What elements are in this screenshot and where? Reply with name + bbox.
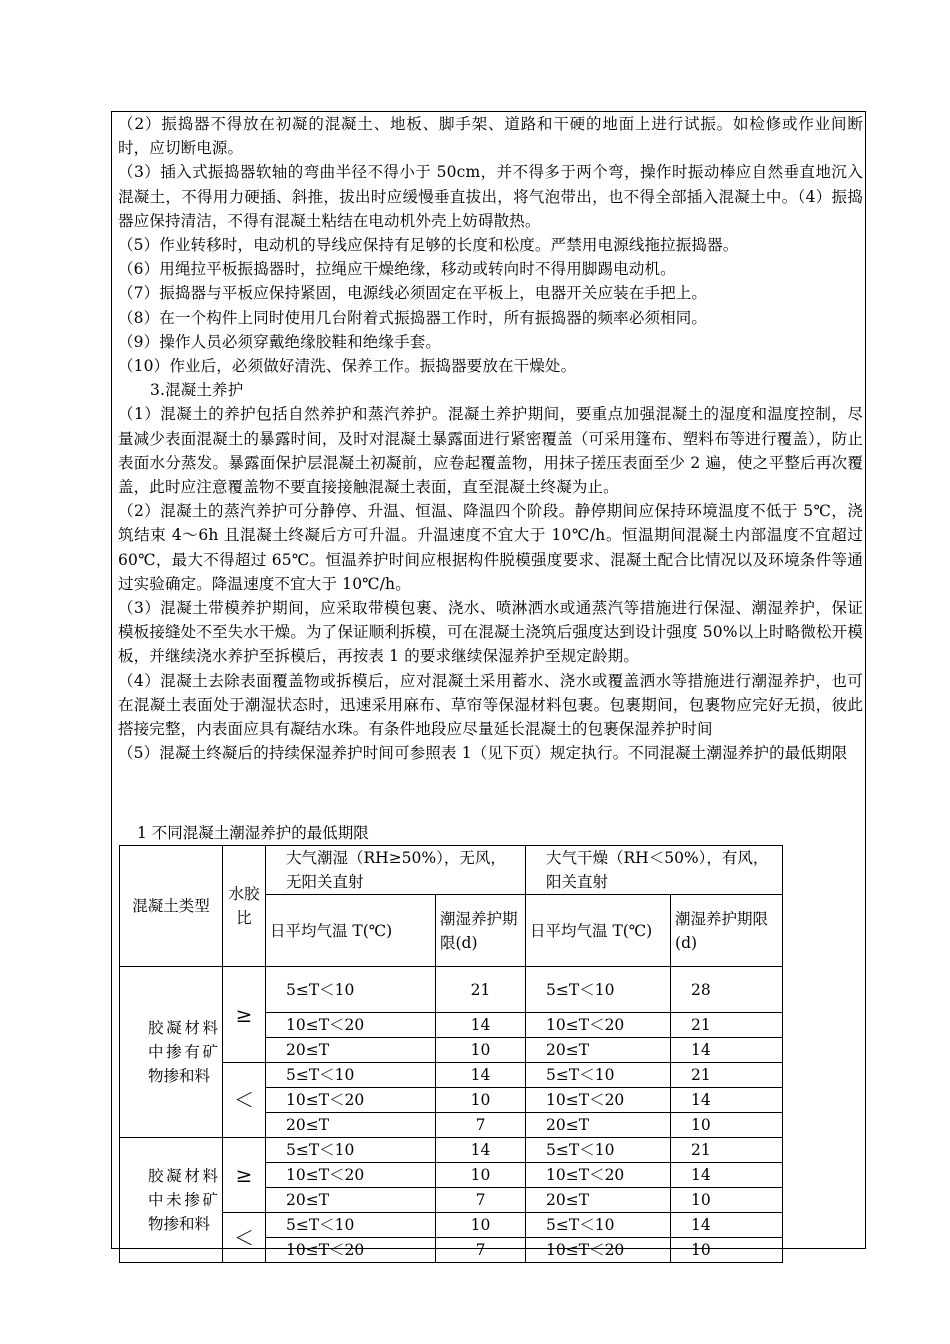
paragraph: （5）混凝土终凝后的持续保湿养护时间可参照表 1（见下页）规定执行。不同混凝土潮湿养护的最低期限 bbox=[118, 744, 848, 763]
cell-temp: 5≤T＜10 bbox=[526, 1063, 671, 1088]
cell-temp: 5≤T＜10 bbox=[266, 1138, 436, 1163]
cell-temp: 5≤T＜10 bbox=[266, 967, 436, 1013]
cell-temp: 10≤T＜20 bbox=[526, 1013, 671, 1038]
paragraph: （8）在一个构件上同时使用几台附着式振捣器工作时，所有振捣器的频率必须相同。 bbox=[118, 308, 708, 327]
paragraph: （3）插入式振捣器软轴的弯曲半径不得小于 50cm，并不得多于两个弯，操作时振动棒应自然垂直地沉入混凝土，不得用力硬插、斜推，拔出时应缓慢垂直拔出，将气泡带出，也不得全部插入混凝土中。（4）振捣器应保持清洁，不得有混凝土粘结在电动机外壳上妨碍散热。 bbox=[118, 163, 863, 230]
cell-days: 10 bbox=[671, 1188, 783, 1213]
cell-days: 10 bbox=[436, 1163, 526, 1188]
cell-days: 14 bbox=[671, 1213, 783, 1238]
paragraph: （2）振捣器不得放在初凝的混凝土、地板、脚手架、道路和干硬的地面上进行试振。如检修或作业间断时，应切断电源。 bbox=[118, 115, 863, 158]
wb-lt: ＜ bbox=[223, 1063, 266, 1138]
document-body bbox=[118, 112, 863, 765]
table-row bbox=[120, 967, 783, 1013]
cell-temp: 20≤T bbox=[266, 1038, 436, 1063]
cell-days: 14 bbox=[671, 1163, 783, 1188]
cell-days: 21 bbox=[671, 1013, 783, 1038]
cell-temp: 5≤T＜10 bbox=[266, 1063, 436, 1088]
cell-days: 21 bbox=[671, 1063, 783, 1088]
table-header-row bbox=[120, 846, 783, 895]
cell-temp: 5≤T＜10 bbox=[526, 967, 671, 1013]
group-with-admixture: 胶凝材料中掺有矿物掺和料 bbox=[120, 967, 223, 1138]
paragraph: （2）混凝土的蒸汽养护可分静停、升温、恒温、降温四个阶段。静停期间应保持环境温度不低于 5℃，浇筑结束 4～6h 且混凝土终凝后方可升温。升温速度不宜大于 10℃/h。恒温期间混凝土内部温度不宜超过 60℃，最大不得超过 65℃。恒温养护时间应根据构件脱模强度要求、混凝土配合比情况以及环境条件等通过实验确定。降温速度不宜大于 10℃/h。 bbox=[118, 502, 863, 593]
cell-temp: 20≤T bbox=[266, 1188, 436, 1213]
paragraph: （7）振捣器与平板应保持紧固，电源线必须固定在平板上，电器开关应装在手把上。 bbox=[118, 284, 708, 303]
paragraph: （10）作业后，必须做好清洗、保养工作。振捣器要放在干燥处。 bbox=[118, 357, 577, 376]
cell-days: 7 bbox=[436, 1113, 526, 1138]
cell-days: 7 bbox=[436, 1188, 526, 1213]
cell-temp: 10≤T＜20 bbox=[266, 1013, 436, 1038]
header-type: 混凝土类型 bbox=[120, 846, 223, 967]
cell-temp: 20≤T bbox=[526, 1038, 671, 1063]
paragraph: （9）操作人员必须穿戴绝缘胶鞋和绝缘手套。 bbox=[118, 332, 442, 351]
header-humid: 大气潮湿（RH≥50%），无风，无阳关直射 bbox=[266, 846, 526, 895]
cell-days: 28 bbox=[671, 967, 783, 1013]
paragraph: （3）混凝土带模养护期间，应采取带模包裹、浇水、喷淋洒水或通蒸汽等措施进行保湿、潮湿养护，保证模板接缝处不至失水干燥。为了保证顺利拆模，可在混凝土浇筑后强度达到设计强度 50%以上时略微松开模板，并继续浇水养护至拆模后，再按表 1 的要求继续保湿养护至规定龄期。 bbox=[118, 599, 863, 666]
section-title: 3.混凝土养护 bbox=[150, 381, 244, 400]
cell-days: 10 bbox=[436, 1213, 526, 1238]
cell-temp: 10≤T＜20 bbox=[266, 1163, 436, 1188]
cell-temp: 20≤T bbox=[526, 1113, 671, 1138]
cell-temp: 10≤T＜20 bbox=[266, 1088, 436, 1113]
cell-temp: 20≤T bbox=[526, 1188, 671, 1213]
cell-days: 10 bbox=[671, 1113, 783, 1138]
wb-lt: ＜ bbox=[223, 1213, 266, 1263]
cell-days: 10 bbox=[436, 1038, 526, 1063]
paragraph: （5）作业转移时，电动机的导线应保持有足够的长度和松度。严禁用电源线拖拉振捣器。 bbox=[118, 236, 739, 255]
cell-temp: 20≤T bbox=[266, 1113, 436, 1138]
cell-temp: 10≤T＜20 bbox=[266, 1238, 436, 1263]
paragraph: （6）用绳拉平板振捣器时，拉绳应干燥绝缘，移动或转向时不得用脚踢电动机。 bbox=[118, 260, 676, 279]
group-without-admixture: 胶凝材料中未掺矿物掺和料 bbox=[120, 1138, 223, 1263]
table-row bbox=[120, 1138, 783, 1163]
cell-days: 14 bbox=[671, 1088, 783, 1113]
cell-days: 14 bbox=[436, 1013, 526, 1038]
wb-ge: ≥ bbox=[223, 967, 266, 1063]
wb-ge: ≥ bbox=[223, 1138, 266, 1213]
cell-days: 21 bbox=[436, 967, 526, 1013]
cell-temp: 10≤T＜20 bbox=[526, 1238, 671, 1263]
header-dry: 大气干燥（RH＜50%），有风，阳关直射 bbox=[526, 846, 783, 895]
header-period-dry: 潮湿养护期限(d) bbox=[671, 895, 783, 967]
curing-period-table bbox=[119, 845, 783, 1263]
cell-days: 21 bbox=[671, 1138, 783, 1163]
table-caption: 1 不同混凝土潮湿养护的最低期限 bbox=[137, 824, 369, 842]
cell-temp: 10≤T＜20 bbox=[526, 1163, 671, 1188]
header-temp-humid: 日平均气温 T(℃) bbox=[266, 895, 436, 967]
paragraph: （1）混凝土的养护包括自然养护和蒸汽养护。混凝土养护期间，要重点加强混凝土的湿度和温度控制，尽量减少表面混凝土的暴露时间，及时对混凝土暴露面进行紧密覆盖（可采用篷布、塑料布等进行覆盖），防止表面水分蒸发。暴露面保护层混凝土初凝前，应卷起覆盖物，用抹子搓压表面至少 2 遍，使之平整后再次覆盖，此时应注意覆盖物不要直接接触混凝土表面，直至混凝土终凝为止。 bbox=[118, 405, 863, 497]
cell-days: 7 bbox=[436, 1238, 526, 1263]
header-temp-dry: 日平均气温 T(℃) bbox=[526, 895, 671, 967]
cell-days: 14 bbox=[671, 1038, 783, 1063]
cell-temp: 10≤T＜20 bbox=[526, 1088, 671, 1113]
cell-days: 14 bbox=[436, 1063, 526, 1088]
cell-days: 10 bbox=[671, 1238, 783, 1263]
cell-temp: 5≤T＜10 bbox=[266, 1213, 436, 1238]
cell-days: 14 bbox=[436, 1138, 526, 1163]
cell-days: 10 bbox=[436, 1088, 526, 1113]
header-wb-ratio: 水胶比 bbox=[223, 846, 266, 967]
cell-temp: 5≤T＜10 bbox=[526, 1213, 671, 1238]
cell-temp: 5≤T＜10 bbox=[526, 1138, 671, 1163]
paragraph: （4）混凝土去除表面覆盖物或拆模后，应对混凝土采用蓄水、浇水或覆盖洒水等措施进行潮湿养护，也可在混凝土表面处于潮湿状态时，迅速采用麻布、草帘等保湿材料包裹。包裹期间，包裹物应完好无损，彼此搭接完整，内表面应具有凝结水珠。有条件地段应尽量延长混凝土的包裹保湿养护时间 bbox=[118, 671, 863, 739]
header-period-humid: 潮湿养护期限(d) bbox=[436, 895, 526, 967]
